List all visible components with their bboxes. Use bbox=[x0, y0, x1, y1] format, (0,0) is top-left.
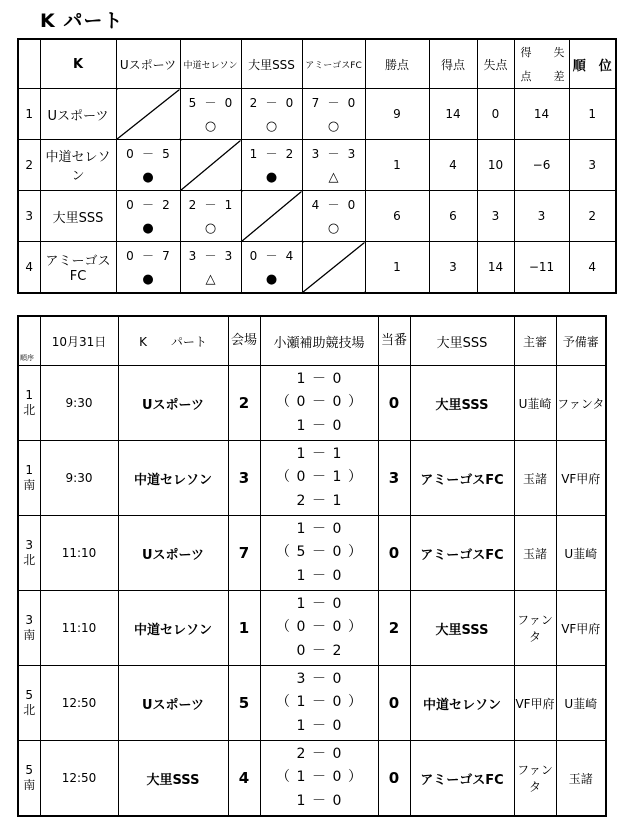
half-score bbox=[261, 391, 378, 411]
standings-row bbox=[18, 140, 616, 191]
half-score bbox=[261, 691, 378, 711]
slot-cell bbox=[18, 366, 40, 441]
kickoff-time: 9:30 bbox=[40, 366, 118, 441]
open-paren: （ bbox=[276, 694, 290, 710]
home-team: 中道セレソン bbox=[118, 591, 228, 666]
result-mark-icon: ○ bbox=[327, 119, 340, 134]
half-score bbox=[261, 790, 378, 810]
away-score: 0 bbox=[378, 666, 410, 741]
half-scores bbox=[260, 441, 378, 516]
score-left: 0 bbox=[249, 249, 258, 263]
slot-pitch: 北 bbox=[23, 403, 36, 417]
half-home: 3 bbox=[296, 671, 306, 687]
score-left: 0 bbox=[126, 198, 134, 212]
stat-gd: −6 bbox=[514, 140, 569, 191]
home-score: 2 bbox=[228, 366, 260, 441]
team-name: アミーゴスFC bbox=[40, 242, 116, 294]
half-away: 0 bbox=[332, 394, 342, 410]
stat-rank: 4 bbox=[569, 242, 616, 294]
score-dash: － bbox=[141, 249, 154, 263]
kickoff-time: 9:30 bbox=[40, 441, 118, 516]
half-away: 1 bbox=[332, 469, 342, 485]
kickoff-time: 11:10 bbox=[40, 591, 118, 666]
away-team: 大里SSS bbox=[410, 591, 514, 666]
half-dash: － bbox=[312, 568, 326, 584]
team-name: 大里SSS bbox=[40, 191, 116, 242]
half-dash: － bbox=[312, 718, 326, 734]
standings-row bbox=[18, 191, 616, 242]
score-dash: － bbox=[265, 249, 278, 263]
kickoff-time: 11:10 bbox=[40, 516, 118, 591]
result-cell bbox=[302, 191, 365, 242]
team-name: 中道セレソン bbox=[40, 140, 116, 191]
half-dash: － bbox=[312, 596, 326, 612]
half-score bbox=[261, 715, 378, 735]
result-cell bbox=[180, 242, 241, 294]
slot-number: 5 bbox=[25, 763, 34, 777]
half-score bbox=[261, 518, 378, 538]
stat-rank: 2 bbox=[569, 191, 616, 242]
half-home: 5 bbox=[296, 544, 306, 560]
half-score bbox=[261, 766, 378, 786]
half-away: 0 bbox=[332, 544, 342, 560]
score-left: 2 bbox=[249, 96, 258, 110]
half-home: 0 bbox=[296, 394, 306, 410]
half-away: 0 bbox=[332, 694, 342, 710]
match-row bbox=[18, 741, 606, 817]
result-mark-icon: ○ bbox=[204, 221, 217, 236]
half-away: 1 bbox=[332, 446, 342, 462]
slot-cell bbox=[18, 441, 40, 516]
half-away: 2 bbox=[332, 643, 342, 659]
reserve-referee: U韮崎 bbox=[556, 666, 606, 741]
result-cell bbox=[241, 242, 302, 294]
half-dash: － bbox=[312, 371, 326, 387]
row-number: 4 bbox=[18, 242, 40, 294]
score-dash: － bbox=[141, 147, 154, 161]
slot-number: 5 bbox=[25, 688, 34, 702]
duty-team: 大里SSS bbox=[410, 316, 514, 366]
match-score bbox=[303, 145, 365, 162]
stat-points: 1 bbox=[365, 242, 429, 294]
half-score bbox=[261, 466, 378, 486]
standings-header-row bbox=[18, 39, 616, 89]
score-dash: － bbox=[327, 147, 340, 161]
home-score: 1 bbox=[228, 591, 260, 666]
standings-row bbox=[18, 89, 616, 140]
half-away: 0 bbox=[332, 718, 342, 734]
result-mark-icon: ● bbox=[142, 170, 154, 185]
half-dash: － bbox=[312, 544, 326, 560]
half-score bbox=[261, 640, 378, 660]
kickoff-time: 12:50 bbox=[40, 741, 118, 817]
reserve-referee: 玉諸 bbox=[556, 741, 606, 817]
referee: VF甲府 bbox=[514, 666, 556, 741]
referee: U韮崎 bbox=[514, 366, 556, 441]
header-team-3: 大里SSS bbox=[241, 39, 302, 89]
away-score: 2 bbox=[378, 591, 410, 666]
corner-label: K bbox=[40, 39, 116, 89]
half-score bbox=[261, 593, 378, 613]
referee-header: 主審 bbox=[514, 316, 556, 366]
score-right: 1 bbox=[224, 198, 233, 212]
match-score bbox=[117, 145, 180, 162]
stat-points: 1 bbox=[365, 140, 429, 191]
team-name: Uスポーツ bbox=[40, 89, 116, 140]
score-left: 5 bbox=[188, 96, 197, 110]
open-paren: （ bbox=[276, 544, 290, 560]
half-away: 0 bbox=[332, 418, 342, 434]
away-score: 0 bbox=[378, 741, 410, 817]
slot-pitch: 南 bbox=[23, 778, 36, 792]
header-team-4: アミーゴスFC bbox=[302, 39, 365, 89]
slot-cell bbox=[18, 591, 40, 666]
half-dash: － bbox=[312, 769, 326, 785]
slot-pitch: 南 bbox=[23, 628, 36, 642]
half-dash: － bbox=[312, 746, 326, 762]
stat-gf: 4 bbox=[429, 140, 477, 191]
half-home: 1 bbox=[296, 596, 306, 612]
schedule-table bbox=[17, 315, 607, 817]
gd-label-3: 点 bbox=[520, 70, 532, 83]
seq-header bbox=[18, 316, 40, 366]
half-dash: － bbox=[312, 619, 326, 635]
half-away: 0 bbox=[332, 619, 342, 635]
stat-ga: 14 bbox=[477, 242, 514, 294]
header-goals-against: 失点 bbox=[477, 39, 514, 89]
half-dash: － bbox=[312, 521, 326, 537]
open-paren: （ bbox=[276, 469, 290, 485]
score-dash: － bbox=[204, 249, 217, 263]
result-mark-icon: ● bbox=[265, 272, 278, 287]
match-row bbox=[18, 591, 606, 666]
score-left: 2 bbox=[188, 198, 197, 212]
diagonal-cell bbox=[116, 89, 180, 140]
half-dash: － bbox=[312, 694, 326, 710]
result-cell bbox=[302, 140, 365, 191]
open-paren: （ bbox=[276, 394, 290, 410]
gd-label-4: 差 bbox=[553, 70, 565, 83]
kickoff-time: 12:50 bbox=[40, 666, 118, 741]
away-team: アミーゴスFC bbox=[410, 441, 514, 516]
half-away: 0 bbox=[332, 746, 342, 762]
score-left: 3 bbox=[311, 147, 320, 161]
away-team: 大里SSS bbox=[410, 366, 514, 441]
stat-gf: 6 bbox=[429, 191, 477, 242]
slot-pitch: 北 bbox=[23, 703, 36, 717]
reserve-header: 予備審 bbox=[556, 316, 606, 366]
match-score bbox=[181, 94, 241, 111]
stat-gf: 3 bbox=[429, 242, 477, 294]
half-home: 1 bbox=[296, 568, 306, 584]
match-score bbox=[242, 247, 302, 264]
half-score bbox=[261, 443, 378, 463]
half-dash: － bbox=[312, 643, 326, 659]
half-away: 0 bbox=[332, 671, 342, 687]
half-home: 2 bbox=[296, 493, 306, 509]
score-right: 3 bbox=[224, 249, 233, 263]
score-left: 4 bbox=[311, 198, 320, 212]
half-dash: － bbox=[312, 394, 326, 410]
home-score: 3 bbox=[228, 441, 260, 516]
half-home: 1 bbox=[296, 793, 306, 809]
half-home: 0 bbox=[296, 619, 306, 635]
half-away: 0 bbox=[332, 371, 342, 387]
score-left: 0 bbox=[126, 147, 134, 161]
half-home: 2 bbox=[296, 746, 306, 762]
home-score: 5 bbox=[228, 666, 260, 741]
reserve-referee: ファンタ bbox=[556, 366, 606, 441]
score-dash: － bbox=[327, 96, 340, 110]
slot-cell bbox=[18, 741, 40, 817]
result-mark-icon: △ bbox=[205, 272, 216, 287]
venue-label: 会場 bbox=[228, 316, 260, 366]
half-dash: － bbox=[312, 793, 326, 809]
slot-number: 3 bbox=[25, 538, 34, 552]
half-away: 1 bbox=[332, 493, 342, 509]
half-dash: － bbox=[312, 418, 326, 434]
result-cell bbox=[116, 191, 180, 242]
slot-number: 1 bbox=[25, 463, 34, 477]
blank-cell bbox=[18, 39, 40, 89]
half-score bbox=[261, 565, 378, 585]
close-paren: ） bbox=[348, 469, 362, 485]
score-right: 0 bbox=[285, 96, 294, 110]
score-right: 5 bbox=[162, 147, 170, 161]
half-home: 1 bbox=[296, 521, 306, 537]
score-dash: － bbox=[204, 198, 217, 212]
seq-label: 順序 bbox=[20, 354, 34, 362]
stat-rank: 3 bbox=[569, 140, 616, 191]
header-points: 勝点 bbox=[365, 39, 429, 89]
match-score bbox=[117, 196, 180, 213]
half-scores bbox=[260, 366, 378, 441]
result-mark-icon: ○ bbox=[265, 119, 278, 134]
venue-name: 小瀬補助競技場 bbox=[260, 316, 378, 366]
stat-rank: 1 bbox=[569, 89, 616, 140]
half-home: 1 bbox=[296, 694, 306, 710]
half-score bbox=[261, 541, 378, 561]
home-score: 4 bbox=[228, 741, 260, 817]
home-team: Uスポーツ bbox=[118, 666, 228, 741]
date-header: 10月31日 bbox=[40, 316, 118, 366]
half-away: 0 bbox=[332, 521, 342, 537]
away-team: アミーゴスFC bbox=[410, 741, 514, 817]
half-score bbox=[261, 490, 378, 510]
half-home: 0 bbox=[296, 643, 306, 659]
result-mark-icon: ● bbox=[142, 272, 154, 287]
score-left: 7 bbox=[311, 96, 320, 110]
result-cell bbox=[241, 89, 302, 140]
score-right: 7 bbox=[162, 249, 170, 263]
half-home: 1 bbox=[296, 371, 306, 387]
open-paren: （ bbox=[276, 619, 290, 635]
half-home: 1 bbox=[296, 446, 306, 462]
home-team: 中道セレソン bbox=[118, 441, 228, 516]
result-cell bbox=[241, 140, 302, 191]
half-scores bbox=[260, 591, 378, 666]
gd-label-1: 得 bbox=[520, 46, 532, 59]
slot-pitch: 南 bbox=[23, 478, 36, 492]
close-paren: ） bbox=[348, 694, 362, 710]
gd-label-2: 失 bbox=[553, 46, 565, 59]
score-right: 3 bbox=[347, 147, 356, 161]
reserve-referee: VF甲府 bbox=[556, 591, 606, 666]
half-scores bbox=[260, 741, 378, 817]
referee: 玉諸 bbox=[514, 441, 556, 516]
match-score bbox=[303, 94, 365, 111]
half-away: 0 bbox=[332, 568, 342, 584]
score-dash: － bbox=[265, 96, 278, 110]
home-score: 7 bbox=[228, 516, 260, 591]
match-score bbox=[242, 145, 302, 162]
half-score bbox=[261, 743, 378, 763]
duty-label: 当番 bbox=[378, 316, 410, 366]
score-left: 1 bbox=[249, 147, 258, 161]
header-team-2: 中道セレソン bbox=[180, 39, 241, 89]
result-cell bbox=[180, 191, 241, 242]
away-score: 0 bbox=[378, 366, 410, 441]
half-score bbox=[261, 415, 378, 435]
away-score: 3 bbox=[378, 441, 410, 516]
away-team: アミーゴスFC bbox=[410, 516, 514, 591]
stat-gd: −11 bbox=[514, 242, 569, 294]
half-dash: － bbox=[312, 469, 326, 485]
diagonal-cell bbox=[241, 191, 302, 242]
away-team: 中道セレソン bbox=[410, 666, 514, 741]
match-score bbox=[303, 196, 365, 213]
referee: ファンタ bbox=[514, 741, 556, 817]
close-paren: ） bbox=[348, 619, 362, 635]
half-score bbox=[261, 616, 378, 636]
half-home: 1 bbox=[296, 718, 306, 734]
half-dash: － bbox=[312, 493, 326, 509]
row-number: 3 bbox=[18, 191, 40, 242]
standings-row bbox=[18, 242, 616, 294]
match-score bbox=[117, 247, 180, 264]
row-number: 1 bbox=[18, 89, 40, 140]
score-dash: － bbox=[204, 96, 217, 110]
diagonal-cell bbox=[302, 242, 365, 294]
result-mark-icon: ○ bbox=[327, 221, 340, 236]
header-rank: 順 位 bbox=[569, 39, 616, 89]
half-away: 0 bbox=[332, 769, 342, 785]
half-dash: － bbox=[312, 446, 326, 462]
referee: 玉諸 bbox=[514, 516, 556, 591]
score-right: 0 bbox=[347, 198, 356, 212]
diagonal-cell bbox=[180, 140, 241, 191]
header-goal-diff bbox=[514, 39, 569, 89]
score-right: 0 bbox=[347, 96, 356, 110]
standings-table bbox=[17, 38, 617, 294]
home-team: Uスポーツ bbox=[118, 516, 228, 591]
home-team: Uスポーツ bbox=[118, 366, 228, 441]
half-home: 0 bbox=[296, 469, 306, 485]
result-cell bbox=[180, 89, 241, 140]
result-mark-icon: △ bbox=[328, 170, 339, 185]
match-row bbox=[18, 366, 606, 441]
half-home: 1 bbox=[296, 769, 306, 785]
half-score bbox=[261, 668, 378, 688]
close-paren: ） bbox=[348, 544, 362, 560]
score-dash: － bbox=[265, 147, 278, 161]
part-header: K パート bbox=[118, 316, 228, 366]
reserve-referee: U韮崎 bbox=[556, 516, 606, 591]
header-goals-for: 得点 bbox=[429, 39, 477, 89]
referee: ファンタ bbox=[514, 591, 556, 666]
home-team: 大里SSS bbox=[118, 741, 228, 817]
match-row bbox=[18, 441, 606, 516]
stat-ga: 0 bbox=[477, 89, 514, 140]
match-score bbox=[181, 247, 241, 264]
score-right: 2 bbox=[285, 147, 294, 161]
score-left: 3 bbox=[188, 249, 197, 263]
close-paren: ） bbox=[348, 394, 362, 410]
stat-ga: 10 bbox=[477, 140, 514, 191]
half-scores bbox=[260, 516, 378, 591]
score-left: 0 bbox=[126, 249, 134, 263]
result-mark-icon: ● bbox=[265, 170, 278, 185]
header-team-1: Uスポーツ bbox=[116, 39, 180, 89]
half-score bbox=[261, 368, 378, 388]
half-away: 0 bbox=[332, 793, 342, 809]
result-mark-icon: ● bbox=[142, 221, 154, 236]
score-dash: － bbox=[327, 198, 340, 212]
result-cell bbox=[302, 89, 365, 140]
row-number: 2 bbox=[18, 140, 40, 191]
away-score: 0 bbox=[378, 516, 410, 591]
slot-pitch: 北 bbox=[23, 553, 36, 567]
match-score bbox=[181, 196, 241, 213]
half-dash: － bbox=[312, 671, 326, 687]
slot-cell bbox=[18, 666, 40, 741]
score-right: 4 bbox=[285, 249, 294, 263]
close-paren: ） bbox=[348, 769, 362, 785]
stat-ga: 3 bbox=[477, 191, 514, 242]
stat-gd: 14 bbox=[514, 89, 569, 140]
score-right: 2 bbox=[162, 198, 170, 212]
result-mark-icon: ○ bbox=[204, 119, 217, 134]
half-home: 1 bbox=[296, 418, 306, 434]
page-title: K パート bbox=[40, 10, 124, 32]
stat-points: 9 bbox=[365, 89, 429, 140]
half-scores bbox=[260, 666, 378, 741]
match-score bbox=[242, 94, 302, 111]
slot-number: 1 bbox=[25, 388, 34, 402]
schedule-header-row bbox=[18, 316, 606, 366]
slot-cell bbox=[18, 516, 40, 591]
stat-points: 6 bbox=[365, 191, 429, 242]
stat-gf: 14 bbox=[429, 89, 477, 140]
reserve-referee: VF甲府 bbox=[556, 441, 606, 516]
open-paren: （ bbox=[276, 769, 290, 785]
match-row bbox=[18, 666, 606, 741]
score-right: 0 bbox=[224, 96, 233, 110]
half-away: 0 bbox=[332, 596, 342, 612]
slot-number: 3 bbox=[25, 613, 34, 627]
score-dash: － bbox=[141, 198, 154, 212]
result-cell bbox=[116, 140, 180, 191]
result-cell bbox=[116, 242, 180, 294]
match-row bbox=[18, 516, 606, 591]
stat-gd: 3 bbox=[514, 191, 569, 242]
